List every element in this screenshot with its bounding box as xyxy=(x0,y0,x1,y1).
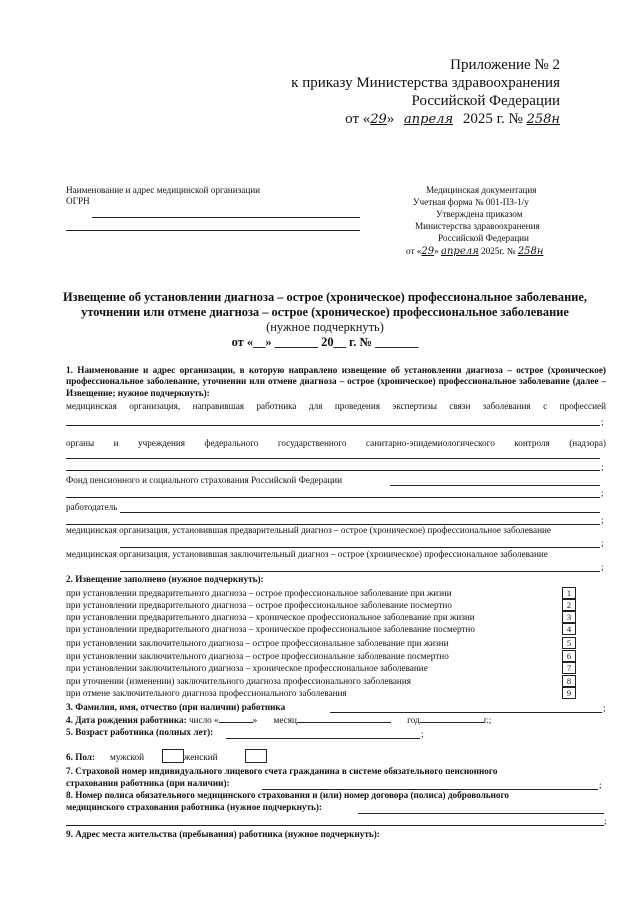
section1-item-preliminary-org: медицинская организация, установившая предварительный диагноз – острое (хроническое) профессиональное заболевание xyxy=(66,525,551,535)
form-number-label: Учетная форма № 001-ПЗ-1/у xyxy=(413,197,529,207)
gender-female-checkbox[interactable] xyxy=(245,749,267,763)
section2-option[interactable]: при установлении предварительного диагноза – острое профессиональное заболевание посмертно xyxy=(66,600,452,610)
section3-label: 3. Фамилия, имя, отчество (при наличии) работника xyxy=(66,702,286,712)
worker-age-field[interactable] xyxy=(226,738,420,739)
birth-month-field[interactable] xyxy=(297,722,391,723)
option-number-box: 8 xyxy=(562,675,576,687)
document-page: Приложение № 2 к приказу Министерства здравоохранения Российской Федерации от «29» апреля 2025 г. № 258н Наименование и адрес медицинской организации ОГРН Медицинская документация Учетная форма № 001-ПЗ-1/у Утверждена приказом Министерства здравоохранения Российской Федерации от «29» апреля 2025г. № 258н Извещение об установлении диагноза – острое (хроническое) профессиональное заболевание, уточнении или отмене диагноза – острое (хроническое) профессиональное заболевание (нужное подчеркнуть) от «__» _______ 20__ г. № _______ 1. Наименование и адрес организации, в которую направлено извещение об установлении диагноза – острое (хроническое) профессиональное заболевание, уточнении или отмене диагноза – острое (хроническое) профессиональное заболевание (далее – Извещение; нужное подчеркнуть): медицинская организация, направившая работника для проведения экспертизы связи заболевания с профессией ; органы и учреждения федерального государственного санитарно-эпидемиологического контроля (надзора) ; Фонд пенсионного и социального страхования Российской Федерации ; работодатель ; медицинская организация, установившая предварительный диагноз – острое (хроническое) профессиональное заболевание ; медицинская организация, установившая заключительный диагноз – острое (хроническое) профессиональное заболевание ; 2. Извещение заполнено (нужное подчеркнуть): при установлении предварительного диагноза – острое профессиональное заболевание при жизни 1 при установлении предварительного диагноза – острое профессиональное заболевание посмертно 2 при установлении предварительного диагноза – хроническое профессиональное заболевание при жизни 3 при установлении предварительного диагноза – хроническое профессиональное заболевание посмертно 4 при установлении заключительного диагноза – острое профессиональное заболевание при жизни 5 при установлении заключительного диагноза – острое профессиональное заболевание посмертно 6 при установлении заключительного диагноза – хроническое профессиональное заболевание 7 при уточнении (изменении) заключительного диагноза профессионального заболевания 8 при отмене заключительного диагноза профессионального заболевания 9 3. Фамилия, имя, отчество (при наличии) работника ; 4. Дата рождения работника: число « » месяц год г.; 5. Возраст работника (полных лет): ; 6. Пол: мужской женский 7. Страховой номер индивидуального лицевого счета гражданина в системе обязательного пенсионного страхования работника (при наличии): ; 8. Номер полиса обязательного медицинского страхования и (или) номер договора (полиса) добровольного медицинского страхования работника (нужное подчеркнуть): ; 9. Адрес места жительства (пребывания) работника (нужное подчеркнуть): xyxy=(0,0,640,900)
worker-name-field[interactable] xyxy=(330,712,602,713)
section9-label: 9. Адрес места жительства (пребывания) работника (нужное подчеркнуть): xyxy=(66,829,380,839)
appendix-date: от «29» апреля 2025 г. № 258н xyxy=(345,111,560,127)
section1-line-8[interactable] xyxy=(120,547,600,548)
option-number-box: 7 xyxy=(562,662,576,674)
gender-male-label: мужской xyxy=(110,752,145,762)
section8-line2: медицинского страхования работника (нужное подчеркнуть): xyxy=(66,802,322,812)
section2-option[interactable]: при установлении предварительного диагноза – хроническое профессиональное заболевание посмертно xyxy=(66,624,475,634)
option-number-box: 6 xyxy=(562,650,576,662)
birth-year-field[interactable] xyxy=(420,722,484,723)
birth-day-field[interactable] xyxy=(219,722,253,723)
gender-male-checkbox[interactable] xyxy=(162,749,184,763)
handwritten-month: апреля xyxy=(404,112,454,127)
section1-item-final-org: медицинская организация, установившая заключительный диагноз – острое (хроническое) профессиональное заболевание xyxy=(66,549,548,559)
section2-option[interactable]: при установлении предварительного диагноза – острое профессиональное заболевание при жизни xyxy=(66,588,452,598)
org-name-line[interactable] xyxy=(92,217,360,218)
handwritten-number: 258н xyxy=(526,112,560,127)
section4-label: 4. Дата рождения работника: xyxy=(66,715,187,725)
med-doc-label: Медицинская документация xyxy=(426,185,537,195)
section2-heading: 2. Извещение заполнено (нужное подчеркнуть): xyxy=(66,574,264,584)
org-name-label: Наименование и адрес медицинской организации xyxy=(66,185,261,195)
appendix-line1: Приложение № 2 xyxy=(450,57,560,73)
section7-line1: 7. Страховой номер индивидуального лицевого счета гражданина в системе обязательного пенсионного xyxy=(66,766,498,776)
section2-option[interactable]: при установлении предварительного диагноза – хроническое профессиональное заболевание при жизни xyxy=(66,612,475,622)
section1-item-pension-fund: Фонд пенсионного и социального страхования Российской Федерации xyxy=(66,475,343,485)
handwritten-day: 29 xyxy=(370,112,387,127)
section2-option[interactable]: при отмене заключительного диагноза профессионального заболевания xyxy=(66,688,347,698)
approved-label: Утверждена приказом xyxy=(436,209,523,219)
birthdate-row: 4. Дата рождения работника: число « » месяц год г.; xyxy=(66,715,492,725)
section1-line-5[interactable] xyxy=(66,497,600,498)
option-number-box: 2 xyxy=(562,599,576,611)
section1-line-3[interactable] xyxy=(66,470,600,471)
section2-option[interactable]: при установлении заключительного диагноза – острое профессиональное заболевание при жизни xyxy=(66,638,449,648)
document-title-line2: уточнении или отмене диагноза – острое (хроническое) профессиональное заболевание xyxy=(81,305,569,319)
appendix-line3: Российской Федерации xyxy=(411,93,560,109)
section1-line-1[interactable] xyxy=(66,425,600,426)
section5-label: 5. Возраст работника (полных лет): xyxy=(66,727,214,737)
section1-line-6[interactable] xyxy=(120,512,600,513)
section1-line-2[interactable] xyxy=(66,458,600,459)
ogrn-label: ОГРН xyxy=(66,196,90,206)
section1-item-employer: работодатель xyxy=(66,502,118,512)
ministry-label: Министерства здравоохранения xyxy=(415,221,540,231)
document-title-line1: Извещение об установлении диагноза – острое (хроническое) профессиональное заболевание, xyxy=(63,290,587,304)
policy-number-field[interactable] xyxy=(358,813,604,814)
title-dateline: от «__» _______ 20__ г. № _______ xyxy=(231,335,419,349)
section7-line2: страхования работника (при наличии): xyxy=(66,778,230,788)
federation-label: Российской Федерации xyxy=(438,233,529,243)
option-number-box: 4 xyxy=(562,623,576,635)
section1-line-9[interactable] xyxy=(120,571,600,572)
section2-option[interactable]: при установлении заключительного диагноза – хроническое профессиональное заболевание xyxy=(66,663,428,673)
policy-number-field-2[interactable] xyxy=(66,825,604,826)
section2-option[interactable]: при установлении заключительного диагноза – острое профессиональное заболевание посмертно xyxy=(66,651,449,661)
section2-option[interactable]: при уточнении (изменении) заключительного диагноза профессионального заболевания xyxy=(66,676,411,686)
title-note: (нужное подчеркнуть) xyxy=(266,320,384,334)
appendix-line2: к приказу Министерства здравоохранения xyxy=(291,75,560,91)
option-number-box: 3 xyxy=(562,611,576,623)
section1-line-4[interactable] xyxy=(390,485,600,486)
option-number-box: 9 xyxy=(562,687,576,699)
section1-item-referring-org: медицинская организация, направившая работника для проведения экспертизы связи заболевания с профессией xyxy=(66,401,606,411)
section6-label: 6. Пол: xyxy=(66,752,96,762)
option-number-box: 1 xyxy=(562,587,576,599)
gender-female-label: женский xyxy=(184,752,218,762)
option-number-box: 5 xyxy=(562,637,576,649)
ogrn-line[interactable] xyxy=(66,230,360,231)
section1-heading: 1. Наименование и адрес организации, в которую направлено извещение об установлении диагноза – острое (хроническое) профессиональное заболевание, уточнении или отмене диагноза – острое (хроническое) профессиональное заболевание (далее – Извещение; нужное подчеркнуть): xyxy=(66,365,606,398)
section1-item-sanitary-org: органы и учреждения федерального государственного санитарно-эпидемиологического контроля (надзора) xyxy=(66,438,606,448)
section8-line1: 8. Номер полиса обязательного медицинского страхования и (или) номер договора (полиса) добровольного xyxy=(66,790,510,800)
order-date-label: от «29» апреля 2025г. № 258н xyxy=(406,246,544,257)
